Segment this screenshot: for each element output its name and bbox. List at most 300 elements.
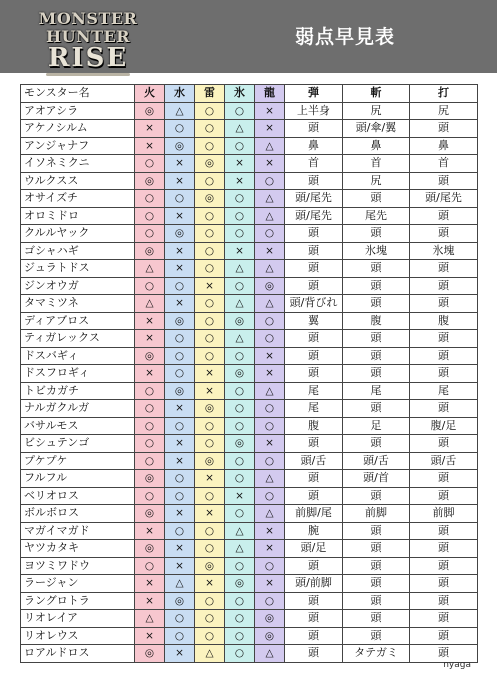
ice-weakness-cell: ○ <box>225 557 255 575</box>
table-body <box>21 102 478 662</box>
table-row <box>21 522 478 540</box>
shot-weakpoint-cell: 鼻 <box>285 137 343 155</box>
header-thunder: 雷 <box>195 85 225 103</box>
dragon-weakness-cell: △ <box>255 207 285 225</box>
blunt-weakpoint-cell: 頭 <box>410 540 478 558</box>
water-weakness-cell: ◎ <box>165 592 195 610</box>
blunt-weakpoint-cell: 頭 <box>410 470 478 488</box>
thunder-weakness-cell: × <box>195 277 225 295</box>
blunt-weakpoint-cell: 頭 <box>410 400 478 418</box>
shot-weakpoint-cell: 腹 <box>285 417 343 435</box>
cut-weakpoint-cell: 頭 <box>343 400 410 418</box>
shot-weakpoint-cell: 頭 <box>285 347 343 365</box>
dragon-weakness-cell: △ <box>255 137 285 155</box>
dragon-weakness-cell: × <box>255 347 285 365</box>
blunt-weakpoint-cell: 頭 <box>410 172 478 190</box>
shot-weakpoint-cell: 頭 <box>285 277 343 295</box>
fire-weakness-cell: ○ <box>135 400 165 418</box>
table-row <box>21 155 478 173</box>
ice-weakness-cell: △ <box>225 120 255 138</box>
thunder-weakness-cell: × <box>195 505 225 523</box>
shot-weakpoint-cell: 頭/背びれ <box>285 295 343 313</box>
cut-weakpoint-cell: 頭 <box>343 435 410 453</box>
ice-weakness-cell: ○ <box>225 225 255 243</box>
thunder-weakness-cell: ◎ <box>195 452 225 470</box>
header-shot: 弾 <box>285 85 343 103</box>
blunt-weakpoint-cell: 氷塊 <box>410 242 478 260</box>
thunder-weakness-cell: ○ <box>195 522 225 540</box>
monster-name-cell: クルルヤック <box>21 225 135 243</box>
thunder-weakness-cell: ○ <box>195 120 225 138</box>
water-weakness-cell: × <box>165 155 195 173</box>
shot-weakpoint-cell: 腕 <box>285 522 343 540</box>
header-monster-name: モンスター名 <box>21 85 135 103</box>
table-row <box>21 295 478 313</box>
cut-weakpoint-cell: 頭 <box>343 330 410 348</box>
header-fire: 火 <box>135 85 165 103</box>
cut-weakpoint-cell: 頭 <box>343 627 410 645</box>
table-row <box>21 225 478 243</box>
table-row <box>21 400 478 418</box>
ice-weakness-cell: ○ <box>225 627 255 645</box>
monster-name-cell: ドスバギィ <box>21 347 135 365</box>
thunder-weakness-cell: ○ <box>195 610 225 628</box>
thunder-weakness-cell: ○ <box>195 242 225 260</box>
cut-weakpoint-cell: 尾 <box>343 382 410 400</box>
blunt-weakpoint-cell: 首 <box>410 155 478 173</box>
table-row <box>21 505 478 523</box>
fire-weakness-cell: × <box>135 312 165 330</box>
fire-weakness-cell: △ <box>135 610 165 628</box>
monster-name-cell: ヤツカタキ <box>21 540 135 558</box>
ice-weakness-cell: ○ <box>225 470 255 488</box>
thunder-weakness-cell: ○ <box>195 627 225 645</box>
table-row <box>21 172 478 190</box>
dragon-weakness-cell: ◎ <box>255 627 285 645</box>
monster-name-cell: バサルモス <box>21 417 135 435</box>
table-row <box>21 487 478 505</box>
ice-weakness-cell: × <box>225 242 255 260</box>
ice-weakness-cell: △ <box>225 540 255 558</box>
monster-name-cell: ジュラトドス <box>21 260 135 278</box>
blunt-weakpoint-cell: 頭 <box>410 295 478 313</box>
monster-name-cell: ディアブロス <box>21 312 135 330</box>
ice-weakness-cell: ○ <box>225 207 255 225</box>
dragon-weakness-cell: ○ <box>255 452 285 470</box>
monster-name-cell: ボルボロス <box>21 505 135 523</box>
ice-weakness-cell: △ <box>225 295 255 313</box>
shot-weakpoint-cell: 頭 <box>285 645 343 663</box>
fire-weakness-cell: × <box>135 365 165 383</box>
dragon-weakness-cell: × <box>255 540 285 558</box>
dragon-weakness-cell: ◎ <box>255 610 285 628</box>
table-row <box>21 365 478 383</box>
shot-weakpoint-cell: 首 <box>285 155 343 173</box>
blunt-weakpoint-cell: 頭 <box>410 645 478 663</box>
fire-weakness-cell: ○ <box>135 382 165 400</box>
monster-name-cell: ドスフロギィ <box>21 365 135 383</box>
fire-weakness-cell: ◎ <box>135 470 165 488</box>
monster-name-cell: ロアルドロス <box>21 645 135 663</box>
cut-weakpoint-cell: 前脚 <box>343 505 410 523</box>
monster-name-cell: アケノシルム <box>21 120 135 138</box>
cut-weakpoint-cell: 頭 <box>343 540 410 558</box>
blunt-weakpoint-cell: 尻 <box>410 102 478 120</box>
table-header-row <box>21 85 478 103</box>
dragon-weakness-cell: × <box>255 102 285 120</box>
thunder-weakness-cell: × <box>195 382 225 400</box>
shot-weakpoint-cell: 頭 <box>285 592 343 610</box>
fire-weakness-cell: ○ <box>135 435 165 453</box>
table-row <box>21 260 478 278</box>
monster-name-cell: ジンオウガ <box>21 277 135 295</box>
dragon-weakness-cell: × <box>255 365 285 383</box>
thunder-weakness-cell: ○ <box>195 260 225 278</box>
monster-name-cell: ゴシャハギ <box>21 242 135 260</box>
water-weakness-cell: × <box>165 505 195 523</box>
header-water: 水 <box>165 85 195 103</box>
thunder-weakness-cell: ○ <box>195 102 225 120</box>
thunder-weakness-cell: ○ <box>195 417 225 435</box>
thunder-weakness-cell: ○ <box>195 295 225 313</box>
monster-name-cell: トビカガチ <box>21 382 135 400</box>
fire-weakness-cell: ◎ <box>135 102 165 120</box>
fire-weakness-cell: ◎ <box>135 505 165 523</box>
cut-weakpoint-cell: 頭 <box>343 225 410 243</box>
water-weakness-cell: ○ <box>165 120 195 138</box>
thunder-weakness-cell: × <box>195 365 225 383</box>
water-weakness-cell: ◎ <box>165 137 195 155</box>
table-row <box>21 242 478 260</box>
thunder-weakness-cell: ○ <box>195 592 225 610</box>
ice-weakness-cell: △ <box>225 522 255 540</box>
monster-name-cell: リオレイア <box>21 610 135 628</box>
water-weakness-cell: ○ <box>165 417 195 435</box>
shot-weakpoint-cell: 頭/尾先 <box>285 190 343 208</box>
ice-weakness-cell: ◎ <box>225 312 255 330</box>
fire-weakness-cell: △ <box>135 260 165 278</box>
shot-weakpoint-cell: 頭 <box>285 487 343 505</box>
water-weakness-cell: ○ <box>165 522 195 540</box>
shot-weakpoint-cell: 頭/前脚 <box>285 575 343 593</box>
fire-weakness-cell: × <box>135 522 165 540</box>
blunt-weakpoint-cell: 頭 <box>410 365 478 383</box>
blunt-weakpoint-cell: 前脚 <box>410 505 478 523</box>
thunder-weakness-cell: ○ <box>195 540 225 558</box>
cut-weakpoint-cell: 頭 <box>343 365 410 383</box>
table-row <box>21 347 478 365</box>
dragon-weakness-cell: × <box>255 120 285 138</box>
fire-weakness-cell: ○ <box>135 190 165 208</box>
ice-weakness-cell: ◎ <box>225 365 255 383</box>
logo-bottom-text: RISE <box>47 43 129 73</box>
dragon-weakness-cell: ○ <box>255 592 285 610</box>
dragon-weakness-cell: ○ <box>255 487 285 505</box>
fire-weakness-cell: × <box>135 137 165 155</box>
thunder-weakness-cell: ○ <box>195 207 225 225</box>
blunt-weakpoint-cell: 頭 <box>410 522 478 540</box>
table-row <box>21 610 478 628</box>
ice-weakness-cell: × <box>225 155 255 173</box>
blunt-weakpoint-cell: 頭 <box>410 207 478 225</box>
blunt-weakpoint-cell: 鼻 <box>410 137 478 155</box>
cut-weakpoint-cell: 頭 <box>343 347 410 365</box>
table-row <box>21 470 478 488</box>
table-row <box>21 452 478 470</box>
table-row <box>21 645 478 663</box>
thunder-weakness-cell: ○ <box>195 330 225 348</box>
water-weakness-cell: ○ <box>165 487 195 505</box>
ice-weakness-cell: ◎ <box>225 575 255 593</box>
dragon-weakness-cell: △ <box>255 295 285 313</box>
cut-weakpoint-cell: 尾先 <box>343 207 410 225</box>
thunder-weakness-cell: ○ <box>195 172 225 190</box>
dragon-weakness-cell: ○ <box>255 172 285 190</box>
monster-name-cell: ヨツミワドウ <box>21 557 135 575</box>
blunt-weakpoint-cell: 頭 <box>410 330 478 348</box>
ice-weakness-cell: ○ <box>225 592 255 610</box>
cut-weakpoint-cell: 頭 <box>343 487 410 505</box>
shot-weakpoint-cell: 頭 <box>285 365 343 383</box>
dragon-weakness-cell: × <box>255 522 285 540</box>
water-weakness-cell: ○ <box>165 347 195 365</box>
water-weakness-cell: × <box>165 540 195 558</box>
ice-weakness-cell: ○ <box>225 610 255 628</box>
cut-weakpoint-cell: 腹 <box>343 312 410 330</box>
cut-weakpoint-cell: 尻 <box>343 172 410 190</box>
water-weakness-cell: × <box>165 645 195 663</box>
thunder-weakness-cell: ○ <box>195 487 225 505</box>
table-row <box>21 190 478 208</box>
ice-weakness-cell: ○ <box>225 137 255 155</box>
blunt-weakpoint-cell: 頭 <box>410 575 478 593</box>
fire-weakness-cell: △ <box>135 295 165 313</box>
ice-weakness-cell: ○ <box>225 102 255 120</box>
fire-weakness-cell: ○ <box>135 557 165 575</box>
shot-weakpoint-cell: 頭 <box>285 120 343 138</box>
fire-weakness-cell: ○ <box>135 225 165 243</box>
table-row <box>21 102 478 120</box>
header-ice: 氷 <box>225 85 255 103</box>
fire-weakness-cell: × <box>135 120 165 138</box>
fire-weakness-cell: ◎ <box>135 347 165 365</box>
shot-weakpoint-cell: 頭 <box>285 172 343 190</box>
shot-weakpoint-cell: 頭 <box>285 330 343 348</box>
water-weakness-cell: × <box>165 207 195 225</box>
water-weakness-cell: △ <box>165 575 195 593</box>
shot-weakpoint-cell: 頭 <box>285 225 343 243</box>
weakness-table <box>20 84 478 663</box>
dragon-weakness-cell: △ <box>255 260 285 278</box>
shot-weakpoint-cell: 頭 <box>285 435 343 453</box>
water-weakness-cell: ○ <box>165 277 195 295</box>
cut-weakpoint-cell: 頭 <box>343 557 410 575</box>
table-header <box>21 85 478 103</box>
shot-weakpoint-cell: 尾 <box>285 400 343 418</box>
fire-weakness-cell: × <box>135 330 165 348</box>
blunt-weakpoint-cell: 頭 <box>410 557 478 575</box>
dragon-weakness-cell: △ <box>255 382 285 400</box>
monster-name-cell: オロミドロ <box>21 207 135 225</box>
thunder-weakness-cell: ○ <box>195 225 225 243</box>
fire-weakness-cell: × <box>135 575 165 593</box>
water-weakness-cell: × <box>165 452 195 470</box>
monster-name-cell: タマミツネ <box>21 295 135 313</box>
monster-name-cell: ウルクスス <box>21 172 135 190</box>
dragon-weakness-cell: ○ <box>255 417 285 435</box>
dragon-weakness-cell: × <box>255 242 285 260</box>
blunt-weakpoint-cell: 頭 <box>410 120 478 138</box>
monster-name-cell: ナルガクルガ <box>21 400 135 418</box>
page-title: 弱点早見表 <box>294 26 395 48</box>
ice-weakness-cell: △ <box>225 330 255 348</box>
dragon-weakness-cell: ○ <box>255 225 285 243</box>
cut-weakpoint-cell: 頭/傘/翼 <box>343 120 410 138</box>
fire-weakness-cell: ◎ <box>135 540 165 558</box>
thunder-weakness-cell: ○ <box>195 137 225 155</box>
shot-weakpoint-cell: 頭 <box>285 260 343 278</box>
table-row <box>21 435 478 453</box>
shot-weakpoint-cell: 頭/舌 <box>285 452 343 470</box>
blunt-weakpoint-cell: 頭/舌 <box>410 452 478 470</box>
shot-weakpoint-cell: 上半身 <box>285 102 343 120</box>
logo-swoosh-decoration <box>46 73 130 76</box>
ice-weakness-cell: ○ <box>225 417 255 435</box>
fire-weakness-cell: ○ <box>135 277 165 295</box>
thunder-weakness-cell: ◎ <box>195 400 225 418</box>
shot-weakpoint-cell: 頭/尾先 <box>285 207 343 225</box>
monster-name-cell: ベリオロス <box>21 487 135 505</box>
table-row <box>21 575 478 593</box>
ice-weakness-cell: ○ <box>225 452 255 470</box>
table-row <box>21 120 478 138</box>
ice-weakness-cell: △ <box>225 260 255 278</box>
shot-weakpoint-cell: 頭 <box>285 627 343 645</box>
monster-name-cell: オサイズチ <box>21 190 135 208</box>
blunt-weakpoint-cell: 頭 <box>410 347 478 365</box>
dragon-weakness-cell: △ <box>255 645 285 663</box>
cut-weakpoint-cell: タテガミ <box>343 645 410 663</box>
ice-weakness-cell: ○ <box>225 505 255 523</box>
table-row <box>21 312 478 330</box>
logo-top-text: MONSTER HUNTER <box>38 9 138 46</box>
thunder-weakness-cell: ○ <box>195 435 225 453</box>
fire-weakness-cell: × <box>135 592 165 610</box>
cut-weakpoint-cell: 尻 <box>343 102 410 120</box>
thunder-weakness-cell: × <box>195 575 225 593</box>
table-row <box>21 417 478 435</box>
blunt-weakpoint-cell: 頭 <box>410 435 478 453</box>
water-weakness-cell: × <box>165 260 195 278</box>
ice-weakness-cell: ○ <box>225 277 255 295</box>
shot-weakpoint-cell: 頭 <box>285 610 343 628</box>
game-logo <box>28 9 148 73</box>
fire-weakness-cell: ◎ <box>135 172 165 190</box>
table-row <box>21 540 478 558</box>
thunder-weakness-cell: ◎ <box>195 557 225 575</box>
blunt-weakpoint-cell: 腹/足 <box>410 417 478 435</box>
water-weakness-cell: ○ <box>165 365 195 383</box>
fire-weakness-cell: ○ <box>135 487 165 505</box>
cut-weakpoint-cell: 頭 <box>343 277 410 295</box>
monster-name-cell: プケプケ <box>21 452 135 470</box>
cut-weakpoint-cell: 頭 <box>343 190 410 208</box>
cut-weakpoint-cell: 氷塊 <box>343 242 410 260</box>
author-credit: nyaga <box>443 660 471 670</box>
dragon-weakness-cell: × <box>255 575 285 593</box>
fire-weakness-cell: ○ <box>135 452 165 470</box>
blunt-weakpoint-cell: 頭 <box>410 627 478 645</box>
table-row <box>21 627 478 645</box>
header-dragon: 龍 <box>255 85 285 103</box>
ice-weakness-cell: ◎ <box>225 435 255 453</box>
fire-weakness-cell: ○ <box>135 155 165 173</box>
water-weakness-cell: ○ <box>165 610 195 628</box>
monster-name-cell: マガイマガド <box>21 522 135 540</box>
cut-weakpoint-cell: 頭 <box>343 260 410 278</box>
water-weakness-cell: ○ <box>165 470 195 488</box>
ice-weakness-cell: ○ <box>225 347 255 365</box>
header-bar <box>0 0 497 73</box>
shot-weakpoint-cell: 頭/足 <box>285 540 343 558</box>
blunt-weakpoint-cell: 頭 <box>410 610 478 628</box>
ice-weakness-cell: × <box>225 487 255 505</box>
cut-weakpoint-cell: 頭 <box>343 295 410 313</box>
table-row <box>21 137 478 155</box>
water-weakness-cell: ○ <box>165 330 195 348</box>
cut-weakpoint-cell: 頭 <box>343 592 410 610</box>
water-weakness-cell: △ <box>165 102 195 120</box>
cut-weakpoint-cell: 頭/首 <box>343 470 410 488</box>
dragon-weakness-cell: × <box>255 155 285 173</box>
ice-weakness-cell: ○ <box>225 400 255 418</box>
fire-weakness-cell: × <box>135 627 165 645</box>
table-row <box>21 557 478 575</box>
table-row <box>21 592 478 610</box>
water-weakness-cell: ◎ <box>165 225 195 243</box>
dragon-weakness-cell: ◎ <box>255 277 285 295</box>
cut-weakpoint-cell: 足 <box>343 417 410 435</box>
cut-weakpoint-cell: 頭/舌 <box>343 452 410 470</box>
blunt-weakpoint-cell: 頭 <box>410 277 478 295</box>
water-weakness-cell: ◎ <box>165 312 195 330</box>
blunt-weakpoint-cell: 頭 <box>410 487 478 505</box>
monster-name-cell: アオアシラ <box>21 102 135 120</box>
fire-weakness-cell: ◎ <box>135 242 165 260</box>
cut-weakpoint-cell: 頭 <box>343 575 410 593</box>
dragon-weakness-cell: ○ <box>255 400 285 418</box>
blunt-weakpoint-cell: 腹 <box>410 312 478 330</box>
fire-weakness-cell: ○ <box>135 417 165 435</box>
dragon-weakness-cell: △ <box>255 470 285 488</box>
blunt-weakpoint-cell: 頭 <box>410 225 478 243</box>
water-weakness-cell: × <box>165 435 195 453</box>
header-blunt: 打 <box>410 85 478 103</box>
dragon-weakness-cell: ○ <box>255 557 285 575</box>
shot-weakpoint-cell: 前脚/尾 <box>285 505 343 523</box>
blunt-weakpoint-cell: 尾 <box>410 382 478 400</box>
ice-weakness-cell: ○ <box>225 190 255 208</box>
header-cut: 斬 <box>343 85 410 103</box>
monster-name-cell: ティガレックス <box>21 330 135 348</box>
dragon-weakness-cell: × <box>255 435 285 453</box>
thunder-weakness-cell: ○ <box>195 347 225 365</box>
blunt-weakpoint-cell: 頭 <box>410 260 478 278</box>
water-weakness-cell: × <box>165 400 195 418</box>
table-row <box>21 207 478 225</box>
thunder-weakness-cell: △ <box>195 645 225 663</box>
thunder-weakness-cell: × <box>195 470 225 488</box>
